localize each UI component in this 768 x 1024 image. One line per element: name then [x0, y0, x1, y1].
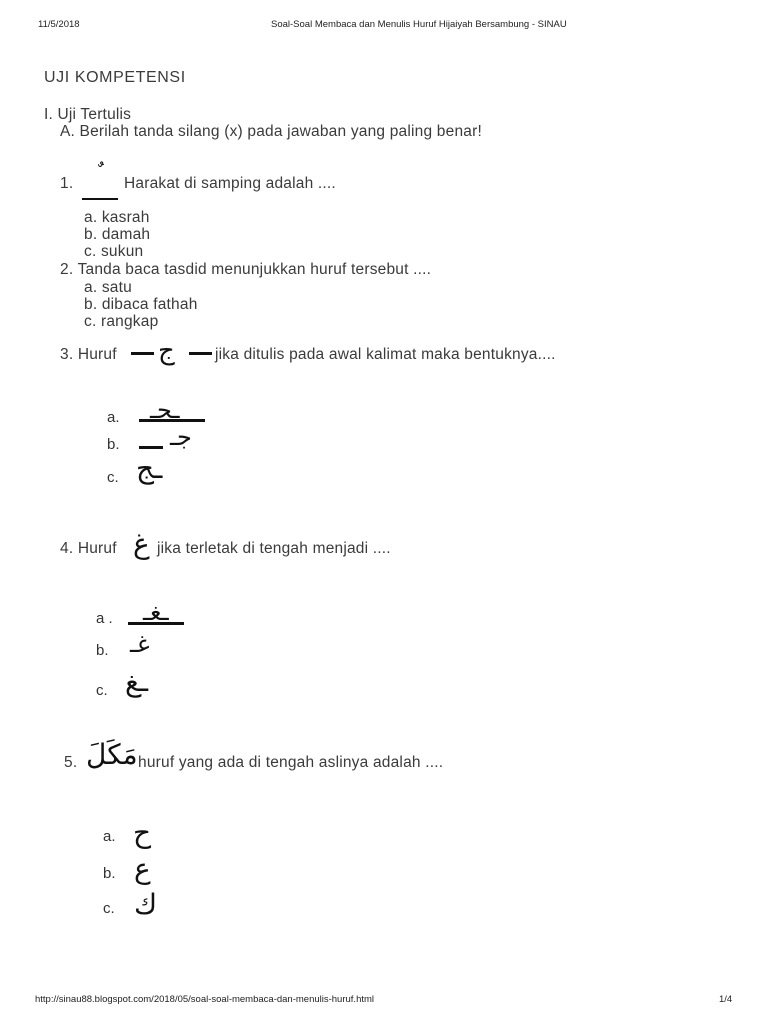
instruction: A. Berilah tanda silang (x) pada jawaban yang paling benar! [60, 123, 482, 140]
ghain-glyph: غ [133, 527, 150, 560]
option-b-label[interactable]: b. [103, 865, 116, 882]
option-c-glyph[interactable]: ـغ [125, 665, 149, 698]
option-a-label[interactable]: a . [96, 610, 113, 627]
question-text: Harakat di samping adalah .... [124, 175, 336, 192]
question-number: 1. [60, 175, 74, 192]
option-b-label[interactable]: b. [107, 436, 120, 453]
question-text: jika ditulis pada awal kalimat maka bentuknya.... [215, 346, 556, 363]
question-text: 2. Tanda baca tasdid menunjukkan huruf tersebut .... [60, 261, 432, 278]
option-b-glyph[interactable]: غـ [130, 630, 150, 658]
option-c-glyph[interactable]: ك [134, 888, 158, 921]
option-a[interactable]: a. satu [84, 279, 132, 296]
option-c-label[interactable]: c. [107, 469, 119, 486]
option-a-glyph[interactable]: ـغـ [143, 598, 169, 626]
word-glyph: مَكَلَ [86, 738, 138, 771]
question-prefix: 3. Huruf [60, 346, 117, 363]
page-number: 1/4 [719, 994, 733, 1005]
dash-right [189, 352, 212, 355]
question-prefix: 4. Huruf [60, 540, 117, 557]
option-b-dash [139, 446, 163, 449]
option-b-label[interactable]: b. [96, 642, 109, 659]
option-c-label[interactable]: c. [103, 900, 115, 917]
option-c[interactable]: c. sukun [84, 243, 144, 260]
option-c[interactable]: c. rangkap [84, 313, 159, 330]
question-text: huruf yang ada di tengah aslinya adalah .... [138, 754, 444, 771]
page-title: UJI KOMPETENSI [44, 69, 186, 86]
option-b-glyph[interactable]: جـ [170, 423, 192, 451]
option-a-label[interactable]: a. [107, 409, 120, 426]
option-c-label[interactable]: c. [96, 682, 108, 699]
question-number: 5. [64, 754, 78, 771]
option-b[interactable]: b. damah [84, 226, 151, 243]
print-date: 11/5/2018 [38, 19, 80, 30]
print-url[interactable]: http://sinau88.blogspot.com/2018/05/soal-soal-membaca-dan-menulis-huruf.html [35, 994, 375, 1005]
option-c-glyph[interactable]: ـج [136, 452, 163, 485]
question-text: jika terletak di tengah menjadi .... [157, 540, 391, 557]
option-a[interactable]: a. kasrah [84, 209, 150, 226]
harakat-glyph [86, 160, 106, 184]
dash-left [131, 352, 154, 355]
option-b[interactable]: b. dibaca fathah [84, 296, 198, 313]
option-a-glyph[interactable]: ح [133, 816, 152, 849]
option-b-glyph[interactable]: ع [134, 852, 151, 885]
option-a-glyph[interactable]: ـجـ [150, 396, 180, 424]
section-title: I. Uji Tertulis [44, 106, 132, 123]
print-title: Soal-Soal Membaca dan Menulis Huruf Hijaiyah Bersambung - SINAU [271, 19, 567, 30]
option-a-label[interactable]: a. [103, 828, 116, 845]
jim-glyph: ج [158, 336, 175, 366]
harakat-baseline [82, 198, 118, 200]
